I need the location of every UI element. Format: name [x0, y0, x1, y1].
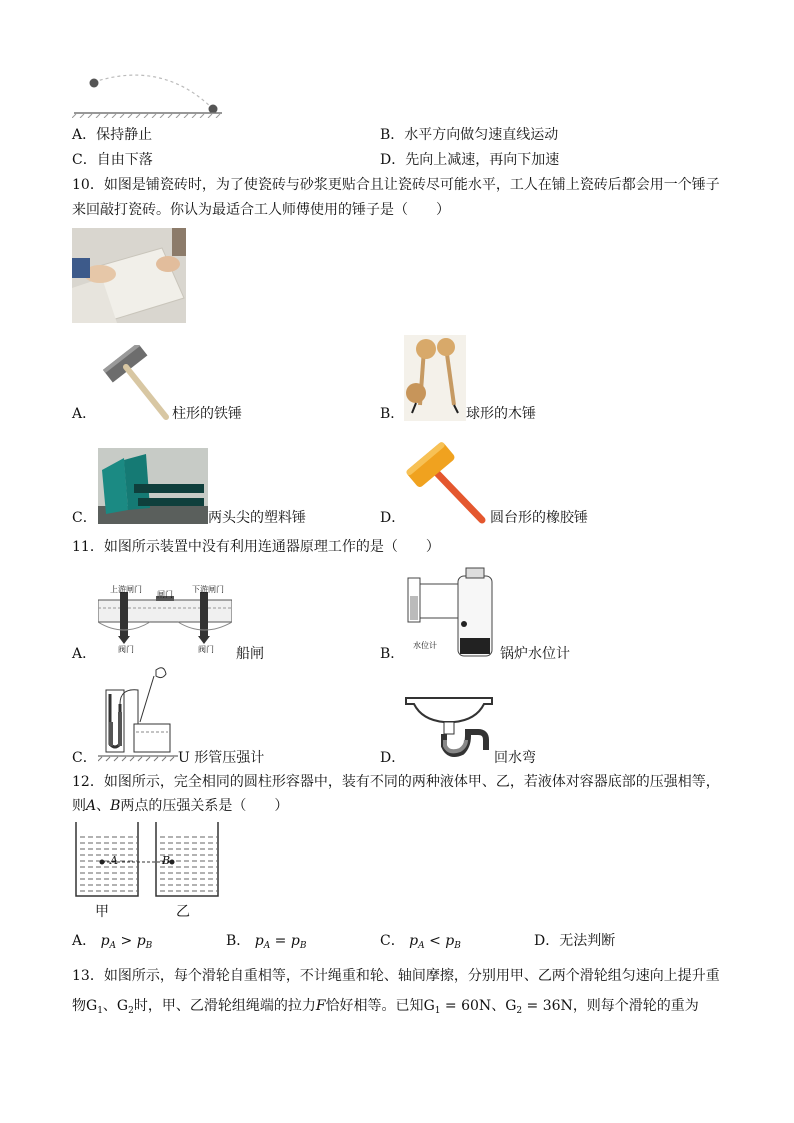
q12-stem-point-a: A [86, 798, 97, 814]
q12-option-b [226, 931, 306, 956]
q12-stem-pre: 则 [72, 798, 86, 814]
weight-sub-2: 2 [516, 1006, 523, 1016]
q10-option-b-text: 球形的木锤 [466, 406, 536, 422]
pressure-symbol: p [136, 933, 146, 949]
pressure-symbol: p [100, 933, 110, 949]
q13-text: 物 [72, 998, 86, 1014]
q13-text: ，则每个滑轮的重为 [572, 998, 699, 1014]
weight-symbol: G [86, 998, 98, 1014]
lock-left-valve-label: 阀门 [118, 645, 134, 654]
q13-stem-line1: 13．如图所示，每个滑轮自重相等，不计绳重和轮、轴间摩擦，分别用甲、乙两个滑轮组匀速向上提升重 [72, 968, 720, 984]
q12-option-c [380, 931, 461, 956]
u-tube-manometer-figure [98, 664, 178, 762]
weight-symbol: G [505, 998, 517, 1014]
pressure-sub-b: B [299, 941, 307, 951]
q9-option-d: D．先向上减速，再向下加速 [380, 152, 560, 168]
relation-greater: > [120, 933, 133, 949]
lock-right-valve-label: 阀门 [198, 645, 214, 654]
pressure-symbol: p [409, 933, 419, 949]
q11-option-b-letter: B． [380, 646, 405, 662]
q10-stem-line2: 来回敲打瓷砖。你认为最适合工人师傅使用的锤子是（ ） [72, 202, 450, 218]
q10-option-a-letter: A． [72, 406, 97, 422]
q9-option-c: C．自由下落 [72, 152, 153, 168]
weight-symbol: G [423, 998, 435, 1014]
q10-option-a-text: 柱形的铁锤 [172, 406, 242, 422]
lock-gate-label: 闸门 [157, 590, 173, 599]
q11-stem: 11．如图所示装置中没有利用连通器原理工作的是（ ） [72, 539, 440, 555]
pressure-symbol: p [254, 933, 264, 949]
pressure-sub-b: B [145, 941, 153, 951]
q12-stem-line1: 12．如图所示，完全相同的圆柱形容器中，装有不同的两种液体甲、乙，若液体对容器底部的压强相等， [72, 774, 720, 790]
q11-option-a-text: 船闸 [236, 646, 264, 662]
q10-option-c-letter: C． [72, 510, 97, 526]
pressure-sub-a: A [263, 941, 271, 951]
container-jia-label: 甲 [95, 904, 109, 920]
fig-point-a-label: A [110, 854, 118, 867]
iron-hammer-image [98, 345, 172, 421]
sink-trap-figure [404, 692, 494, 762]
q12-option-a-letter: A． [72, 933, 97, 949]
pressure-symbol: p [445, 933, 455, 949]
q12-stem-point-b: B [110, 798, 121, 814]
q10-option-d-text: 圆台形的橡胶锤 [490, 510, 588, 526]
q13-g1-value: = 60N [440, 998, 492, 1014]
relation-equal: = [274, 933, 287, 949]
rubber-mallet-image [404, 440, 490, 524]
relation-less: < [429, 933, 441, 949]
tile-laying-photo [72, 228, 186, 323]
q11-option-d-letter: D． [380, 750, 406, 766]
q12-option-b-letter: B． [226, 933, 251, 949]
pressure-sub-a: A [418, 941, 425, 951]
q9-option-b: B．水平方向做匀速直线运动 [380, 127, 559, 143]
water-gauge-label: 水位计 [413, 641, 437, 650]
q10-option-b-letter: B． [380, 406, 405, 422]
q13-g2-value: = 36N [522, 998, 573, 1014]
q13-text: 时，甲、乙滑轮组绳端的拉力 [133, 998, 316, 1014]
weight-sub-1: 1 [434, 1006, 441, 1016]
wooden-mallet-image [404, 335, 466, 421]
q11-option-b-text: 锅炉水位计 [500, 646, 570, 662]
lock-upper-gate-label: 上游闸门 [110, 585, 142, 594]
q11-option-c-letter: C． [72, 750, 97, 766]
pressure-sub-b: B [454, 941, 461, 951]
container-yi-label: 乙 [176, 904, 190, 920]
projectile-trajectory-figure [72, 68, 224, 118]
q10-option-d-letter: D． [380, 510, 406, 526]
q12-stem-line2 [72, 796, 288, 816]
q12-option-d: D．无法判断 [534, 933, 616, 949]
q12-option-a [72, 931, 152, 956]
q12-stem-sep: 、 [96, 798, 111, 814]
plastic-hammer-image [98, 448, 208, 524]
fig-point-b-label: B [162, 854, 171, 867]
weight-sub-2: 2 [128, 1006, 134, 1016]
two-containers-figure [72, 822, 222, 900]
q11-option-c-text: U 形管压强计 [178, 750, 265, 766]
q10-stem-line1: 10．如图是铺瓷砖时，为了使瓷砖与砂浆更贴合且让瓷砖尽可能水平，工人在铺上瓷砖后都会用一个锤子 [72, 177, 720, 193]
q13-stem-line2 [72, 996, 699, 1021]
pressure-sub-a: A [109, 941, 117, 951]
q12-stem-post: 两点的压强关系是（ ） [120, 798, 289, 814]
q11-option-a-letter: A． [72, 646, 97, 662]
weight-sub-1: 1 [97, 1006, 103, 1016]
q12-option-c-letter: C． [380, 933, 405, 949]
lock-lower-gate-label: 下游闸门 [192, 585, 224, 594]
weight-symbol: G [116, 998, 129, 1014]
q9-option-a: A．保持静止 [72, 127, 153, 143]
q13-text: 恰好相等。已知 [325, 998, 424, 1014]
q10-option-c-text: 两头尖的塑料锤 [208, 510, 306, 526]
pressure-symbol: p [290, 933, 300, 949]
q13-sep: 、 [491, 998, 506, 1014]
q13-sep: 、 [102, 998, 117, 1014]
force-symbol: F [315, 998, 326, 1014]
q11-option-d-text: 回水弯 [494, 750, 536, 766]
